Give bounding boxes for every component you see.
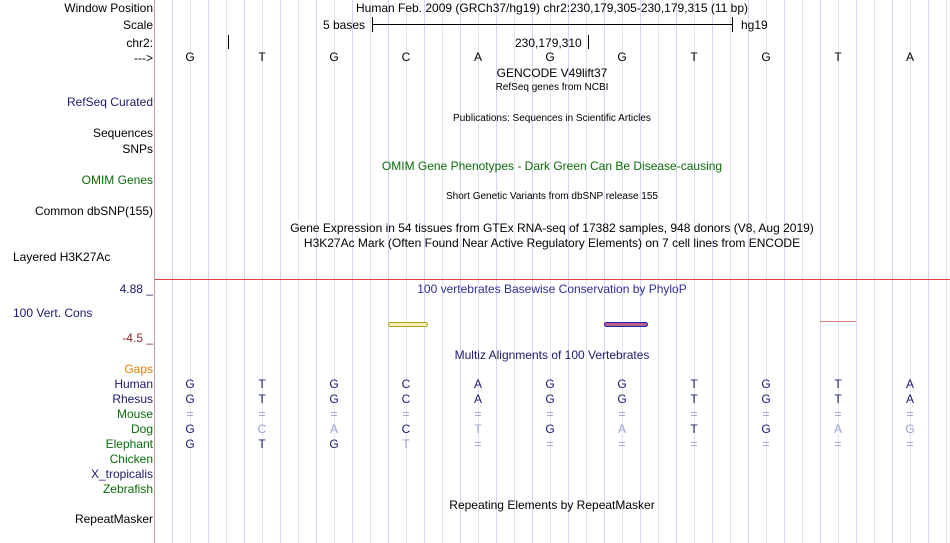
alignment-base: =	[618, 437, 626, 451]
reference-base: G	[761, 50, 771, 64]
alignment-base: =	[546, 437, 554, 451]
refseq-track-title[interactable]: RefSeq genes from NCBI	[495, 82, 609, 93]
grid-line	[352, 0, 353, 543]
label-repeatmasker[interactable]: RepeatMasker	[74, 512, 153, 526]
alignment-base: A	[833, 422, 842, 436]
alignment-base: G	[185, 392, 195, 406]
species-label-chicken[interactable]: Chicken	[109, 452, 153, 466]
grid-line	[424, 0, 425, 543]
alignment-base: G	[617, 377, 627, 391]
ruler-tick-center	[588, 35, 589, 49]
species-label-zebrafish[interactable]: Zebrafish	[102, 482, 153, 496]
label-phylop-min: -4.5 _	[122, 331, 153, 345]
scale-bar-left-tick	[372, 17, 373, 32]
alignment-base: G	[329, 377, 339, 391]
alignment-base: =	[258, 407, 266, 421]
species-label-rhesus[interactable]: Rhesus	[112, 392, 153, 406]
alignment-base: G	[185, 422, 195, 436]
alignment-base: T	[258, 392, 266, 406]
label-snps[interactable]: SNPs	[122, 142, 153, 156]
grid-line	[658, 0, 659, 543]
label-chromosome: chr2:	[126, 36, 153, 50]
grid-line	[910, 0, 911, 543]
alignment-base: G	[185, 437, 195, 451]
grid-line	[874, 0, 875, 543]
alignment-base: C	[401, 422, 411, 436]
grid-line	[640, 0, 641, 543]
grid-line	[316, 0, 317, 543]
grid-line	[388, 0, 389, 543]
alignment-base: =	[690, 407, 698, 421]
species-label-x_tropicalis[interactable]: X_tropicalis	[90, 467, 153, 481]
alignment-base: G	[545, 422, 555, 436]
label-gaps[interactable]: Gaps	[124, 362, 153, 376]
alignment-base: T	[690, 422, 698, 436]
alignment-base: T	[258, 437, 266, 451]
grid-line	[748, 0, 749, 543]
alignment-base: =	[186, 407, 194, 421]
dbsnp-track-title[interactable]: Short Genetic Variants from dbSNP release 155	[446, 191, 658, 202]
grid-line	[892, 0, 893, 543]
omim-track-title[interactable]: OMIM Gene Phenotypes - Dark Green Can Be Disease-causing	[381, 159, 723, 173]
species-label-dog[interactable]: Dog	[130, 422, 153, 436]
alignment-base: A	[473, 377, 482, 391]
alignment-base: A	[329, 422, 338, 436]
alignment-base: =	[762, 407, 770, 421]
repeatmasker-track-title[interactable]: Repeating Elements by RepeatMasker	[449, 498, 655, 512]
gencode-track-title[interactable]: GENCODE V49lift37	[496, 66, 608, 80]
label-phylop-max: 4.88 _	[119, 282, 153, 296]
grid-line	[478, 0, 479, 543]
alignment-base: T	[834, 392, 842, 406]
publications-track-title[interactable]: Publications: Sequences in Scientific Articles	[453, 113, 651, 124]
reference-base: G	[545, 50, 555, 64]
species-label-human[interactable]: Human	[114, 377, 153, 391]
alignment-base: G	[545, 377, 555, 391]
alignment-base: T	[834, 377, 842, 391]
reference-base: G	[185, 50, 195, 64]
reference-base: A	[473, 50, 482, 64]
label-sequences[interactable]: Sequences	[92, 126, 153, 140]
h3k27ac-track-title[interactable]: H3K27Ac Mark (Often Found Near Active Regulatory Elements) on 7 cell lines from ENCODE	[303, 236, 801, 250]
alignment-base: T	[690, 377, 698, 391]
alignment-base: C	[401, 377, 411, 391]
alignment-base: =	[690, 437, 698, 451]
label-layered-h3k27ac[interactable]: Layered H3K27Ac	[13, 250, 111, 264]
alignment-base: G	[617, 392, 627, 406]
grid-line	[676, 0, 677, 543]
phylop-mark-pink	[820, 321, 856, 322]
reference-base: T	[690, 50, 698, 64]
grid-line	[838, 0, 839, 543]
label-common-dbsnp[interactable]: Common dbSNP(155)	[34, 204, 153, 218]
grid-line	[280, 0, 281, 543]
grid-line	[730, 0, 731, 543]
reference-base: A	[905, 50, 914, 64]
grid-line	[208, 0, 209, 543]
label-100-vert-cons[interactable]: 100 Vert. Cons	[13, 306, 93, 320]
grid-line	[802, 0, 803, 543]
label-strand: --->	[134, 51, 153, 65]
alignment-base: A	[905, 392, 914, 406]
alignment-base: =	[330, 407, 338, 421]
gtex-track-title[interactable]: Gene Expression in 54 tissues from GTEx RNA-seq of 17382 samples, 948 donors (V8, Aug 2019)	[290, 221, 814, 235]
alignment-base: =	[834, 407, 842, 421]
alignment-base: =	[402, 407, 410, 421]
alignment-base: A	[473, 392, 482, 406]
alignment-base: C	[257, 422, 267, 436]
grid-line	[946, 0, 947, 543]
grid-line	[784, 0, 785, 543]
alignment-base: T	[474, 422, 482, 436]
grid-line	[712, 0, 713, 543]
alignment-base: =	[834, 437, 842, 451]
label-panel-divider	[154, 0, 155, 543]
grid-line	[442, 0, 443, 543]
reference-base: T	[258, 50, 266, 64]
reference-base: G	[329, 50, 339, 64]
species-label-mouse[interactable]: Mouse	[116, 407, 153, 421]
alignment-base: G	[761, 422, 771, 436]
ruler-coordinate: 230,179,310	[515, 36, 582, 50]
alignment-base: =	[618, 407, 626, 421]
alignment-base: A	[617, 422, 626, 436]
reference-base: C	[401, 50, 411, 64]
grid-line	[244, 0, 245, 543]
label-omim-genes[interactable]: OMIM Genes	[81, 173, 153, 187]
alignment-base: =	[906, 437, 914, 451]
grid-line	[172, 0, 173, 543]
ruler-tick-left	[228, 35, 229, 49]
grid-line	[262, 0, 263, 543]
scale-bar-right-tick	[732, 17, 733, 32]
alignment-base: G	[761, 377, 771, 391]
alignment-base: G	[545, 392, 555, 406]
grid-line	[298, 0, 299, 543]
alignment-base: =	[474, 407, 482, 421]
alignment-base: =	[762, 437, 770, 451]
reference-base: T	[834, 50, 842, 64]
phylop-mark-blue	[604, 322, 648, 327]
alignment-base: C	[401, 392, 411, 406]
grid-line	[334, 0, 335, 543]
label-refseq-curated[interactable]: RefSeq Curated	[66, 95, 153, 109]
window-position-text: Human Feb. 2009 (GRCh37/hg19) chr2:230,179,305-230,179,315 (11 bp)	[355, 1, 749, 15]
alignment-base: T	[402, 437, 410, 451]
grid-line	[820, 0, 821, 543]
label-window-position: Window Position	[64, 1, 153, 15]
reference-base: G	[617, 50, 627, 64]
multiz-track-title[interactable]: Multiz Alignments of 100 Vertebrates	[454, 348, 650, 362]
grid-line	[622, 0, 623, 543]
alignment-base: =	[474, 437, 482, 451]
grid-line	[406, 0, 407, 543]
grid-line	[370, 0, 371, 543]
alignment-base: T	[690, 392, 698, 406]
alignment-base: =	[906, 407, 914, 421]
grid-line	[856, 0, 857, 543]
grid-line	[190, 0, 191, 543]
alignment-base: =	[546, 407, 554, 421]
label-scale: Scale	[122, 18, 153, 32]
grid-line	[226, 0, 227, 543]
grid-line	[766, 0, 767, 543]
phylop-mark-olive	[388, 322, 428, 327]
assembly-label: hg19	[741, 18, 768, 32]
alignment-base: T	[258, 377, 266, 391]
scale-label: 5 bases	[323, 18, 366, 32]
grid-line	[460, 0, 461, 543]
alignment-base: G	[185, 377, 195, 391]
species-label-elephant[interactable]: Elephant	[105, 437, 153, 451]
grid-line	[928, 0, 929, 543]
alignment-base: G	[905, 422, 915, 436]
alignment-base: G	[329, 437, 339, 451]
scale-bar	[372, 24, 733, 25]
alignment-base: G	[761, 392, 771, 406]
phylop-track-title[interactable]: 100 vertebrates Basewise Conservation by PhyloP	[417, 282, 687, 296]
track-group-separator	[155, 279, 950, 280]
alignment-base: G	[329, 392, 339, 406]
alignment-base: A	[905, 377, 914, 391]
grid-line	[694, 0, 695, 543]
